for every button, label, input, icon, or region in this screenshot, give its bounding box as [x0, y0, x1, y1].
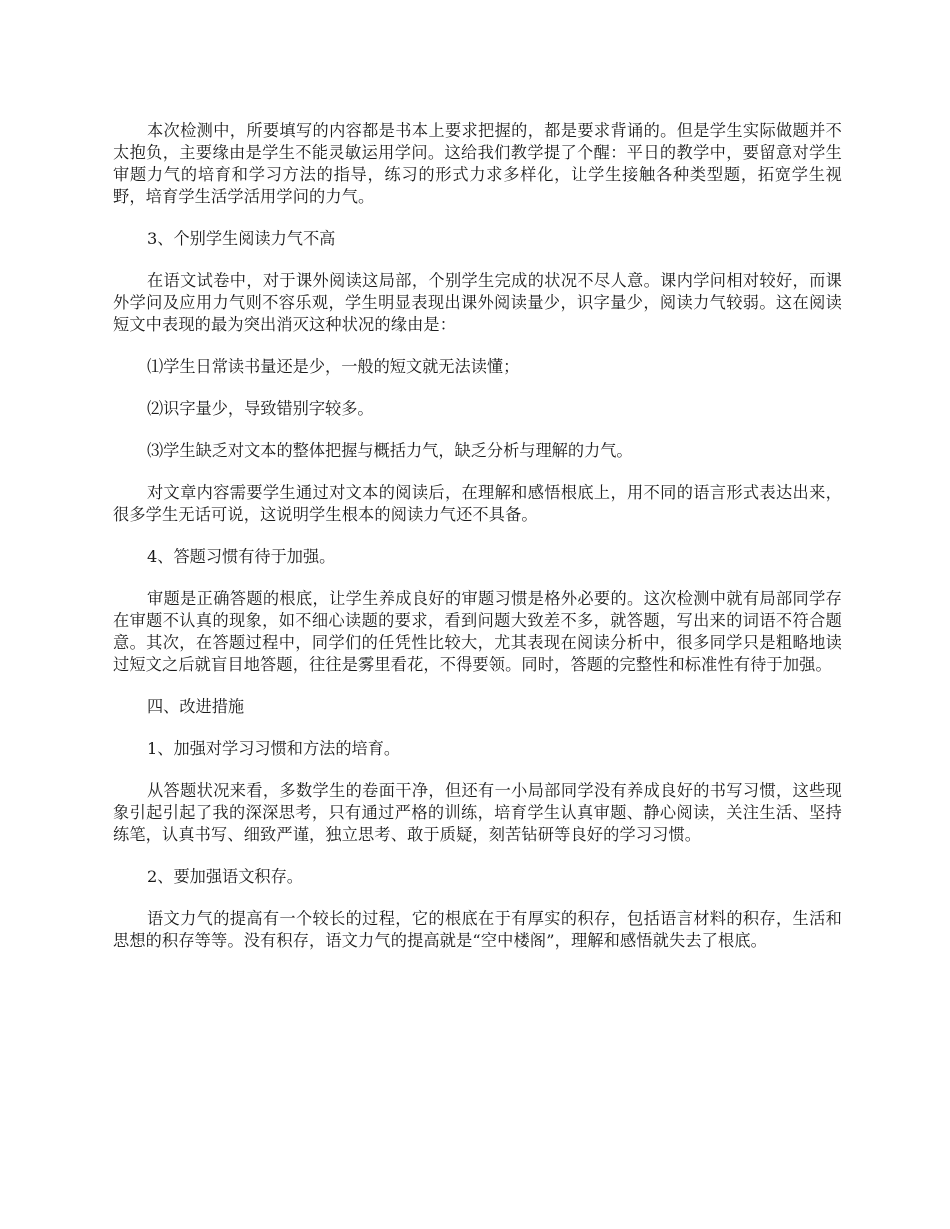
- reason-item-1: ⑴学生日常读书量还是少，一般的短文就无法读懂；: [147, 357, 520, 376]
- section-heading-improvements: 四、改进措施: [147, 697, 245, 716]
- reason-item-2: ⑵识字量少，导致错别字较多。: [147, 399, 374, 418]
- paragraph-question-review: 审题是正确答题的根底，让学生养成良好的审题习惯是格外必要的。这次检测中就有局部同学存在审题不认真的现象，如不细心读题的要求，看到问题大致差不多，就答题，写出来的词语不符合题意。其次，在答题过程中，同学们的任凭性比较大，尤其表现在阅读分析中，很多同学只是粗略地读过短文之后就盲目地答题，往往是雾里看花，不得要领。同时，答题的完整性和标准性有待于加强。: [113, 589, 842, 674]
- paragraph-expression: 对文章内容需要学生通过对文本的阅读后，在理解和感悟根底上，用不同的语言形式表达出来，很多学生无话可说，这说明学生根本的阅读力气还不具备。: [113, 483, 842, 524]
- paragraph-language-accumulation: 语文力气的提高有一个较长的过程，它的根底在于有厚实的积存，包括语言材料的积存，生活和思想的积存等等。没有积存，语文力气的提高就是“空中楼阁”，理解和感悟就失去了根底。: [113, 909, 842, 950]
- reason-item-3: ⑶学生缺乏对文本的整体把握与概括力气，缺乏分析与理解的力气。: [147, 441, 633, 460]
- paragraph-memorization: 本次检测中，所要填写的内容都是书本上要求把握的，都是要求背诵的。但是学生实际做题并不太抱负，主要缘由是学生不能灵敏运用学问。这给我们教学提了个醒：平日的教学中，要留意对学生审题力气的培育和学习方法的指导，练习的形式力求多样化，让学生接触各种类型题，拓宽学生视野，培育学生活学活用学问的力气。: [113, 121, 842, 206]
- heading-answer-habits: 4、答题习惯有待于加强。: [147, 547, 336, 566]
- paragraph-extracurricular-reading: 在语文试卷中，对于课外阅读这局部，个别学生完成的状况不尽人意。课内学问相对较好，而课外学问及应用力气则不容乐观，学生明显表现出课外阅读量少，识字量少，阅读力气较弱。这在阅读短文中表现的最为突出消灭这种状况的缘由是：: [113, 271, 842, 334]
- heading-study-habits: 1、加强对学习习惯和方法的培育。: [147, 739, 401, 758]
- heading-reading-ability: 3、个别学生阅读力气不高: [147, 229, 336, 248]
- heading-accumulation: 2、要加强语文积存。: [147, 867, 303, 886]
- paragraph-writing-habits: 从答题状况来看，多数学生的卷面干净，但还有一小局部同学没有养成良好的书写习惯，这些现象引起引起了我的深深思考，只有通过严格的训练，培育学生认真审题、静心阅读，关注生活、坚持练笔，认真书写、细致严谨，独立思考、敢于质疑，刻苦钻研等良好的学习习惯。: [113, 781, 842, 844]
